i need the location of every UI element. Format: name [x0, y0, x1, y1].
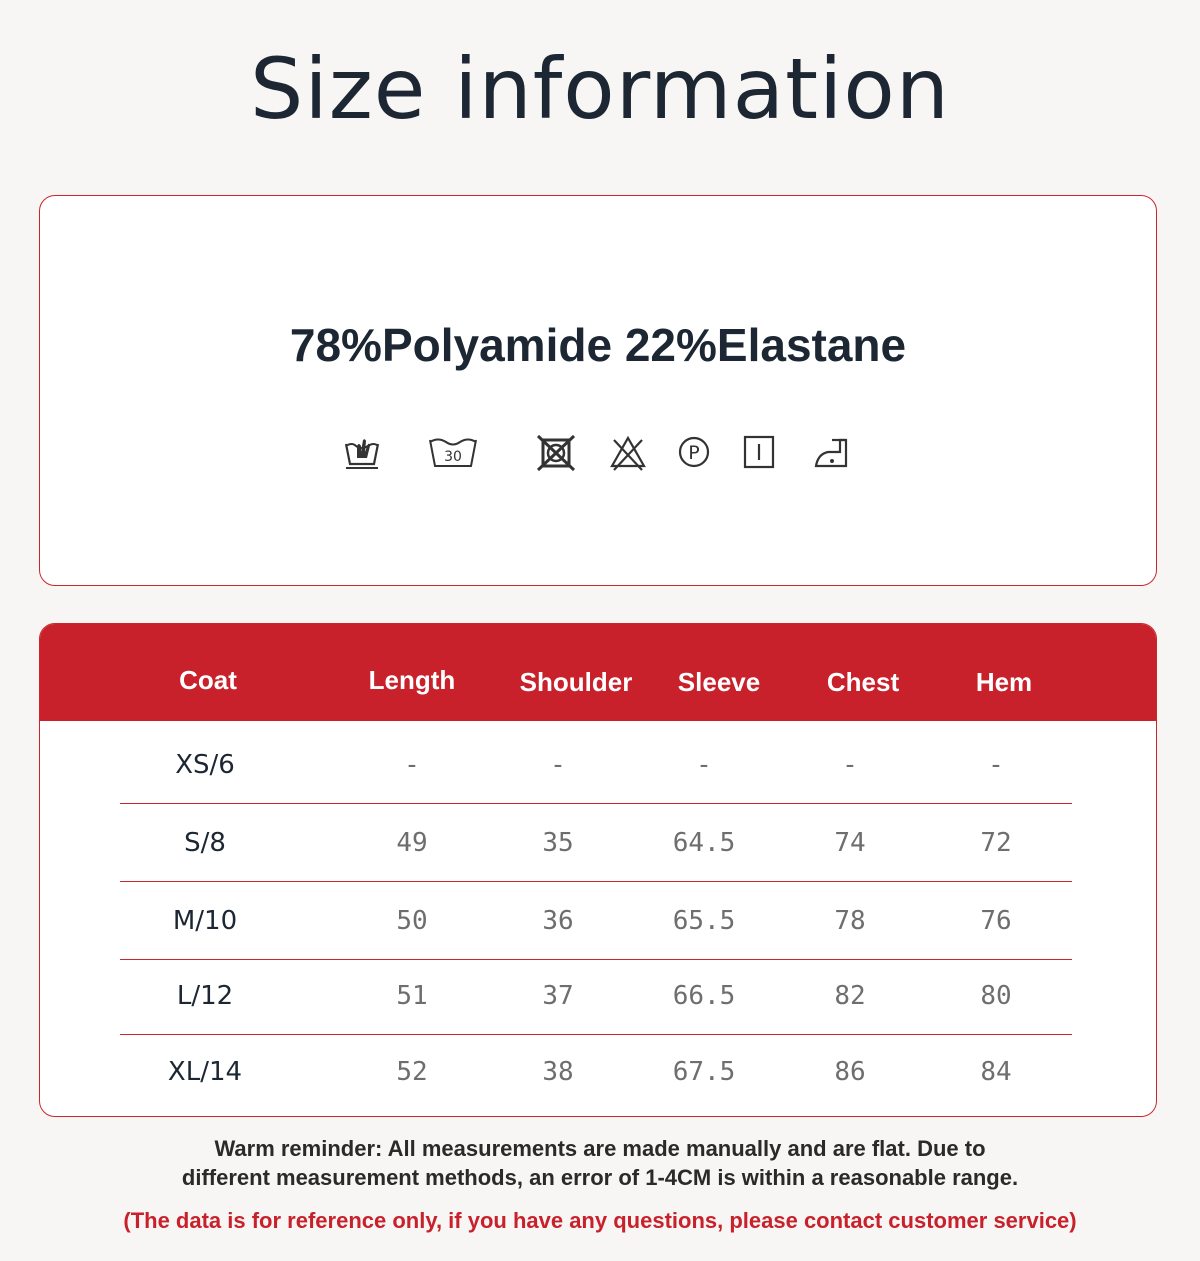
shoulder-value: 36	[542, 906, 574, 936]
wash-30-icon	[426, 432, 480, 472]
size-label: XS/6	[175, 750, 235, 780]
chest-value: -	[842, 750, 858, 780]
iron-low-icon	[810, 432, 854, 472]
hem-value: 80	[980, 981, 1012, 1011]
sleeve-value: 67.5	[672, 1057, 736, 1087]
shoulder-value: 35	[542, 828, 574, 858]
line-dry-icon	[737, 432, 781, 472]
sleeve-value: 65.5	[672, 906, 736, 936]
table-row	[120, 805, 1072, 882]
dry-clean-p-icon	[672, 432, 716, 472]
header-length: Length	[368, 665, 456, 695]
length-value: 49	[396, 828, 428, 858]
size-label: S/8	[184, 828, 226, 858]
size-label: XL/14	[167, 1057, 243, 1087]
size-label: L/12	[176, 981, 234, 1011]
reminder-line-2: different measurement methods, an error of 1-4CM is within a reasonable range.	[181, 1165, 1019, 1190]
care-icons	[40, 432, 1156, 472]
table-row	[120, 958, 1072, 1035]
header-coat: Coat	[179, 665, 237, 695]
reminder-line-1: Warm reminder: All measurements are made manually and are flat. Due to	[214, 1136, 986, 1161]
table-row	[120, 1034, 1072, 1110]
page-title: Size information	[250, 40, 950, 138]
do-not-bleach-icon	[606, 432, 650, 472]
size-table	[39, 623, 1157, 1117]
sleeve-value: 64.5	[672, 828, 736, 858]
hem-value: -	[988, 750, 1004, 780]
length-value: 52	[396, 1057, 428, 1087]
sleeve-value: -	[696, 750, 712, 780]
wash-temperature-label: 30	[444, 449, 462, 465]
sleeve-value: 66.5	[672, 981, 736, 1011]
size-table-header	[40, 624, 1156, 721]
chest-value: 86	[834, 1057, 866, 1087]
shoulder-value: 37	[542, 981, 574, 1011]
chest-value: 78	[834, 906, 866, 936]
length-value: 51	[396, 981, 428, 1011]
chest-value: 82	[834, 981, 866, 1011]
table-row	[120, 883, 1072, 960]
material-composition: 78%Polyamide 22%Elastane	[289, 319, 907, 371]
size-label: M/10	[172, 906, 238, 936]
shoulder-value: -	[550, 750, 566, 780]
hem-value: 72	[980, 828, 1012, 858]
hem-value: 84	[980, 1057, 1012, 1087]
chest-value: 74	[834, 828, 866, 858]
length-value: -	[404, 750, 420, 780]
material-card	[39, 195, 1157, 586]
warm-reminder	[0, 1134, 1200, 1192]
header-hem: Hem	[975, 667, 1033, 697]
do-not-tumble-dry-icon	[534, 432, 578, 472]
dry-clean-letter: P	[688, 442, 700, 464]
hand-wash-icon	[340, 432, 384, 472]
table-row	[120, 727, 1072, 804]
header-shoulder: Shoulder	[519, 667, 633, 697]
header-chest: Chest	[826, 667, 900, 697]
header-sleeve: Sleeve	[677, 667, 761, 697]
reference-note: (The data is for reference only, if you have any questions, please contact customer service)	[123, 1208, 1077, 1233]
length-value: 50	[396, 906, 428, 936]
hem-value: 76	[980, 906, 1012, 936]
shoulder-value: 38	[542, 1057, 574, 1087]
